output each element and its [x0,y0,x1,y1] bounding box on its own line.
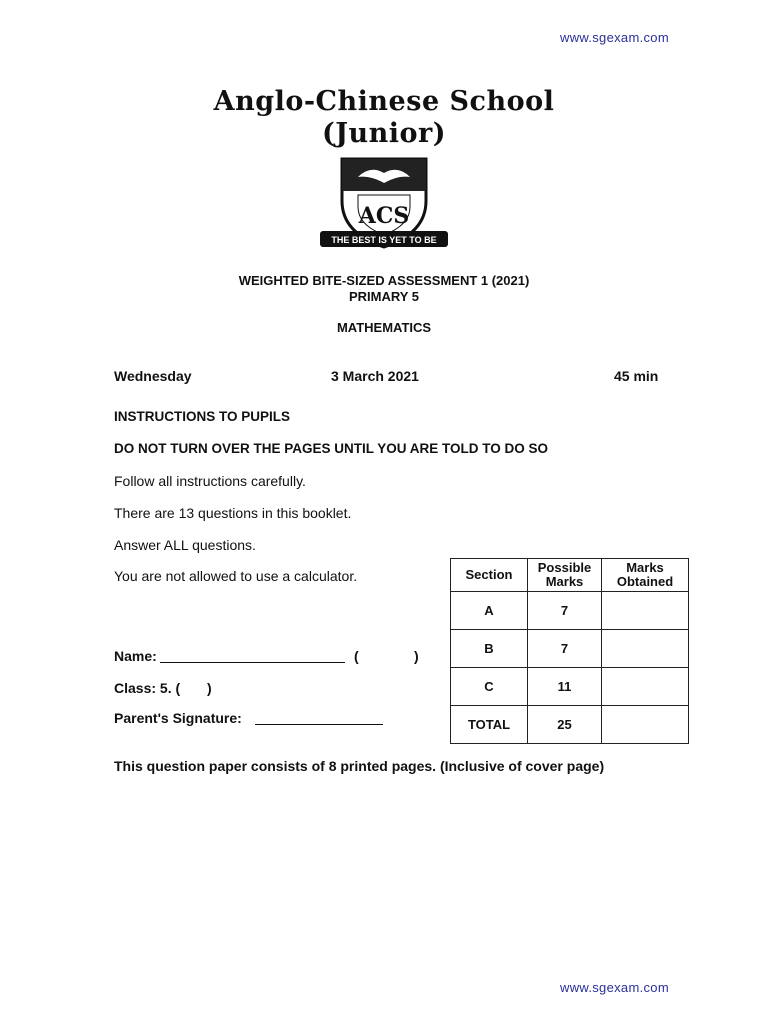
instruction-item: There are 13 questions in this booklet. [114,505,352,521]
possible-marks-cell: 7 [528,592,602,630]
table-header: Possible Marks [528,559,602,592]
marks-obtained-cell[interactable] [602,706,689,744]
section-cell: B [451,630,528,668]
instructions-heading: INSTRUCTIONS TO PUPILS [114,409,291,424]
warning-text: DO NOT TURN OVER THE PAGES UNTIL YOU ARE TOLD TO DO SO [114,441,549,456]
instruction-item: You are not allowed to use a calculator. [114,568,358,584]
crest-motto: THE BEST IS YET TO BE [331,235,437,245]
class-label: Class: 5. ( [114,680,181,696]
page-count-note: This question paper consists of 8 printed pages. (Inclusive of cover page) [114,758,605,774]
table-header: Section [451,559,528,592]
school-name: Anglo-Chinese School [213,86,555,117]
instruction-item: Answer ALL questions. [114,537,256,553]
marks-table [450,558,689,744]
exam-date: 3 March 2021 [331,368,419,384]
school-name-junior: (Junior) [321,118,447,149]
possible-marks-cell: 11 [528,668,602,706]
signature-label: Parent's Signature: [114,710,242,726]
name-label: Name: [114,648,157,664]
table-row [451,706,689,744]
exam-duration: 45 min [614,368,659,384]
school-crest-logo [318,155,450,255]
website-watermark-bottom: www.sgexam.com [560,980,669,995]
class-close: ) [207,680,212,696]
signature-field[interactable] [255,724,383,725]
possible-marks-cell: 25 [528,706,602,744]
exam-day: Wednesday [114,368,192,384]
level-label: PRIMARY 5 [348,289,420,304]
crest-letters: ACS [358,203,410,229]
marks-obtained-cell[interactable] [602,592,689,630]
section-cell: TOTAL [451,706,528,744]
subject-label: MATHEMATICS [336,320,432,335]
marks-obtained-cell[interactable] [602,668,689,706]
instruction-item: Follow all instructions carefully. [114,473,306,489]
table-header-row [451,559,689,592]
website-watermark-top: www.sgexam.com [560,30,669,45]
possible-marks-cell: 7 [528,630,602,668]
assessment-title: WEIGHTED BITE-SIZED ASSESSMENT 1 (2021) [238,273,530,288]
register-number-open: ( [354,648,359,664]
table-header: Marks Obtained [602,559,689,592]
section-cell: A [451,592,528,630]
marks-obtained-cell[interactable] [602,630,689,668]
name-field[interactable] [160,662,345,663]
table-row [451,630,689,668]
section-cell: C [451,668,528,706]
table-row [451,592,689,630]
table-row [451,668,689,706]
register-number-close: ) [414,648,419,664]
